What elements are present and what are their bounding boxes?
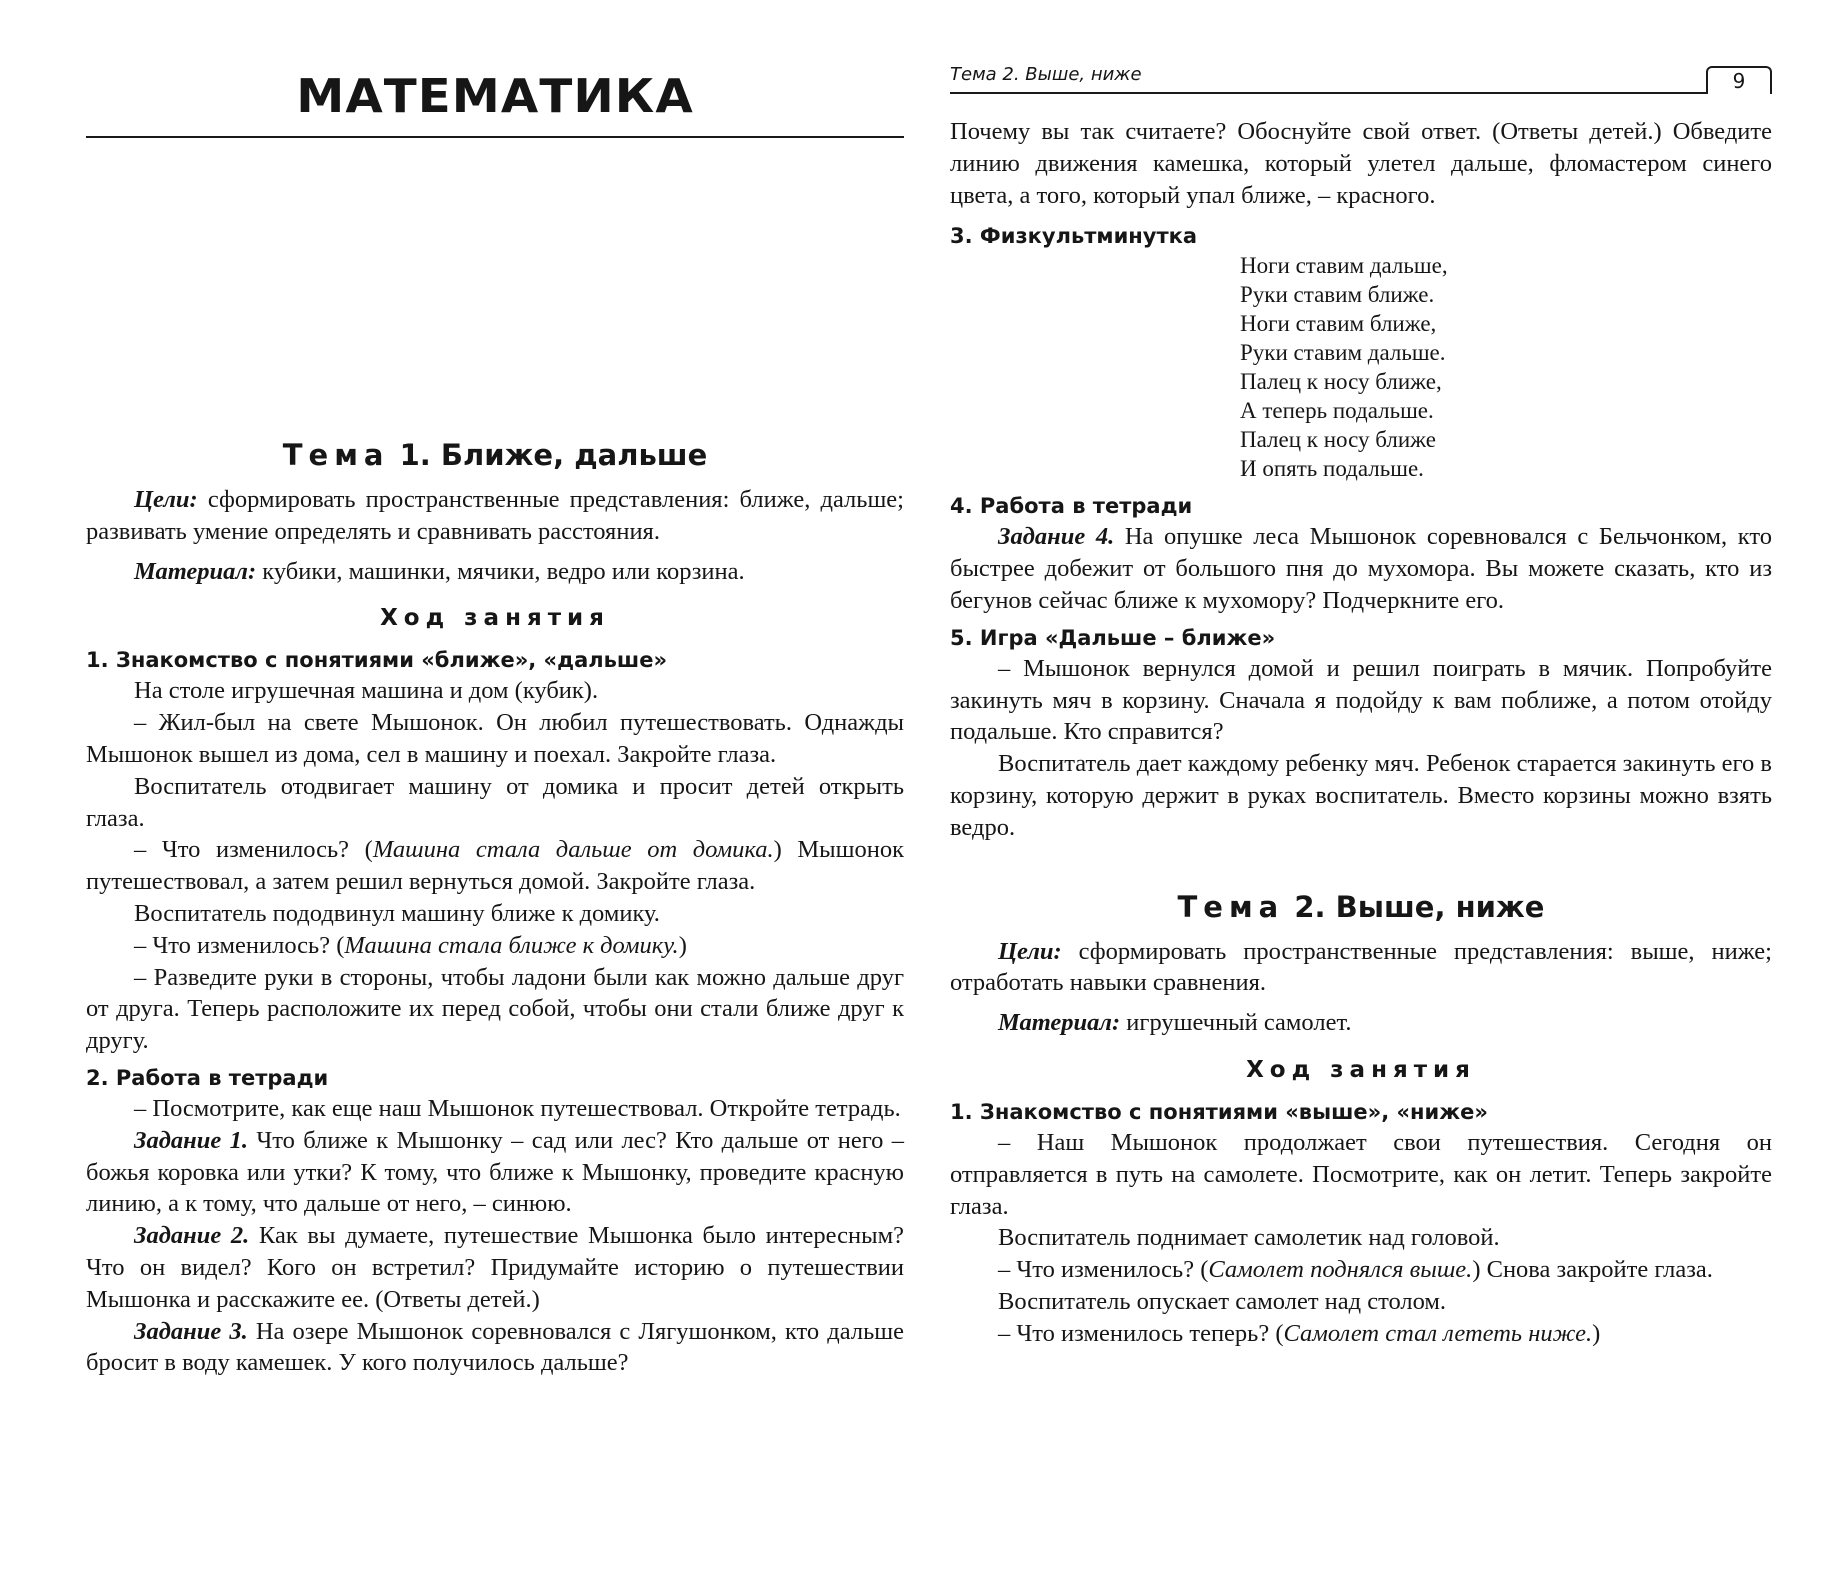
subheading-4: 4. Работа в тетради xyxy=(950,494,1193,519)
theme-title: Выше, ниже xyxy=(1335,889,1545,924)
task-2: Задание 2. Как вы думаете, путешествие Мышонка было интересным? Что он видел? Кого он встретил? Придумайте историю о путешествии Мышонка и расскажите ее. (Ответы детей.) xyxy=(86,1222,904,1313)
paragraph: – Наш Мышонок продолжает свои путешествия. Сегодня он отправляется в путь на самолете. Посмотрите, как он летит. Теперь закройте глаза. xyxy=(950,1128,1772,1220)
paragraph: Воспитатель поднимает самолетик над головой. xyxy=(998,1224,1500,1252)
blank-space xyxy=(86,138,904,438)
subheading-1: 1. Знакомство с понятиями «ближе», «дальше» xyxy=(86,648,668,673)
material-label: Материал: xyxy=(134,557,257,585)
paragraph: На столе игрушечная машина и дом (кубик). xyxy=(134,677,599,705)
poem-line: А теперь подальше. xyxy=(1240,398,1434,424)
left-page xyxy=(86,0,904,1379)
task-1: Задание 1. Что ближе к Мышонку – сад или лес? Кто дальше от него – божья коровка или утки? К тому, что ближе к Мышонку, проведите красную линию, а к тому, что дальше от него, – синюю. xyxy=(86,1126,905,1218)
task-4: Задание 4. На опушке леса Мышонок соревновался с Бельчонком, кто быстрее добежит от большого пня до мухомора. Вы можете сказать, кто из бегунов сейчас ближе к мухомору? Подчеркните его. xyxy=(950,523,1772,614)
theme-2-heading xyxy=(950,890,1772,924)
paragraph: – Разведите руки в стороны, чтобы ладони были как можно дальше друг от друга. Теперь расположите их перед собой, чтобы они стали ближе друг к другу. xyxy=(86,963,904,1055)
poem-line: Ноги ставим дальше, xyxy=(1240,253,1448,279)
paragraph: – Жил-был на свете Мышонок. Он любил путешествовать. Однажды Мышонок вышел из дома, сел в машину и поехал. Закройте глаза. xyxy=(86,709,904,768)
theme-prefix: Тема xyxy=(1177,889,1285,924)
poem-line: Руки ставим ближе. xyxy=(1240,282,1435,308)
subheading-2: 2. Работа в тетради xyxy=(86,1065,329,1090)
material-text: кубики, машинки, мячики, ведро или корзина. xyxy=(256,557,745,585)
task-3: Задание 3. На озере Мышонок соревновался с Лягушонком, кто дальше бросит в воду камешек. У кого получилось дальше? xyxy=(86,1317,904,1377)
paragraph: – Что изменилось? (Машина стала дальше от домика.) Мышонок путешествовал, а затем решил вернуться домой. Закройте глаза. xyxy=(86,836,904,896)
theme-number: 1. xyxy=(399,438,431,472)
material-paragraph xyxy=(86,556,904,588)
running-head-title: Тема 2. Выше, ниже xyxy=(950,64,1142,85)
paragraph: Воспитатель пододвинул машину ближе к домику. xyxy=(134,899,660,927)
poem-line: Руки ставим дальше. xyxy=(1240,340,1446,366)
theme-1-heading xyxy=(86,438,904,472)
subheading-5: 5. Игра «Дальше – ближе» xyxy=(950,625,1276,650)
paragraph: Воспитатель отодвигает машину от домика и просит детей открыть глаза. xyxy=(86,772,904,832)
paragraph: – Что изменилось теперь? (Самолет стал лететь ниже.) xyxy=(998,1319,1601,1347)
paragraph: Воспитатель дает каждому ребенку мяч. Ребенок старается закинуть его в корзину, которую держит в руках воспитатель. Вместо корзины можно взять ведро. xyxy=(950,750,1772,841)
material-paragraph: Материал: игрушечный самолет. xyxy=(998,1009,1352,1037)
paragraph: Почему вы так считаете? Обоснуйте свой ответ. (Ответы детей.) Обведите линию движения камешка, который улетел дальше, фломастером синего цвета, а того, который упал ближе, – красного. xyxy=(950,118,1772,209)
theme-title: Ближе, дальше xyxy=(440,438,708,472)
goals-paragraph: Цели: сформировать пространственные представления: выше, ниже; отработать навыки сравнения. xyxy=(950,937,1772,997)
paragraph: – Мышонок вернулся домой и решил поиграть в мячик. Попробуйте закинуть мяч в корзину. Сначала я подойду к вам поближе, а потом отойду подальше. Кто справится? xyxy=(950,654,1772,746)
theme-number: 2. xyxy=(1294,889,1326,924)
poem-line: Палец к носу ближе xyxy=(1240,427,1436,453)
section-title: МАТЕМАТИКА xyxy=(296,69,694,123)
subheading-6: 1. Знакомство с понятиями «выше», «ниже» xyxy=(950,1099,1488,1124)
poem-line: И опять подальше. xyxy=(1240,456,1424,482)
right-page xyxy=(950,0,1772,1350)
lesson-course-heading: Ход занятия xyxy=(1246,1056,1476,1083)
running-head-rule xyxy=(950,92,1772,94)
theme-prefix: Тема xyxy=(282,438,390,472)
paragraph: Воспитатель опускает самолет над столом. xyxy=(998,1287,1447,1315)
subheading-3: 3. Физкультминутка xyxy=(950,224,1198,249)
page-number: 9 xyxy=(1706,66,1772,94)
poem-line: Ноги ставим ближе, xyxy=(1240,311,1437,337)
goals-label: Цели: xyxy=(134,486,198,513)
paragraph: – Что изменилось? (Самолет поднялся выше.) Снова закройте глаза. xyxy=(998,1256,1713,1284)
poem xyxy=(1240,251,1772,483)
paragraph: – Посмотрите, как еще наш Мышонок путешествовал. Откройте тетрадь. xyxy=(134,1094,901,1122)
paragraph: – Что изменилось? (Машина стала ближе к домику.) xyxy=(134,931,687,959)
goals-paragraph xyxy=(86,484,904,548)
running-head xyxy=(950,0,1772,108)
poem-line: Палец к носу ближе, xyxy=(1240,369,1442,395)
lesson-course-heading: Ход занятия xyxy=(380,605,610,632)
goals-text: сформировать пространственные представления: ближе, дальше; развивать умение определять и сравнивать расстояния. xyxy=(86,486,904,545)
